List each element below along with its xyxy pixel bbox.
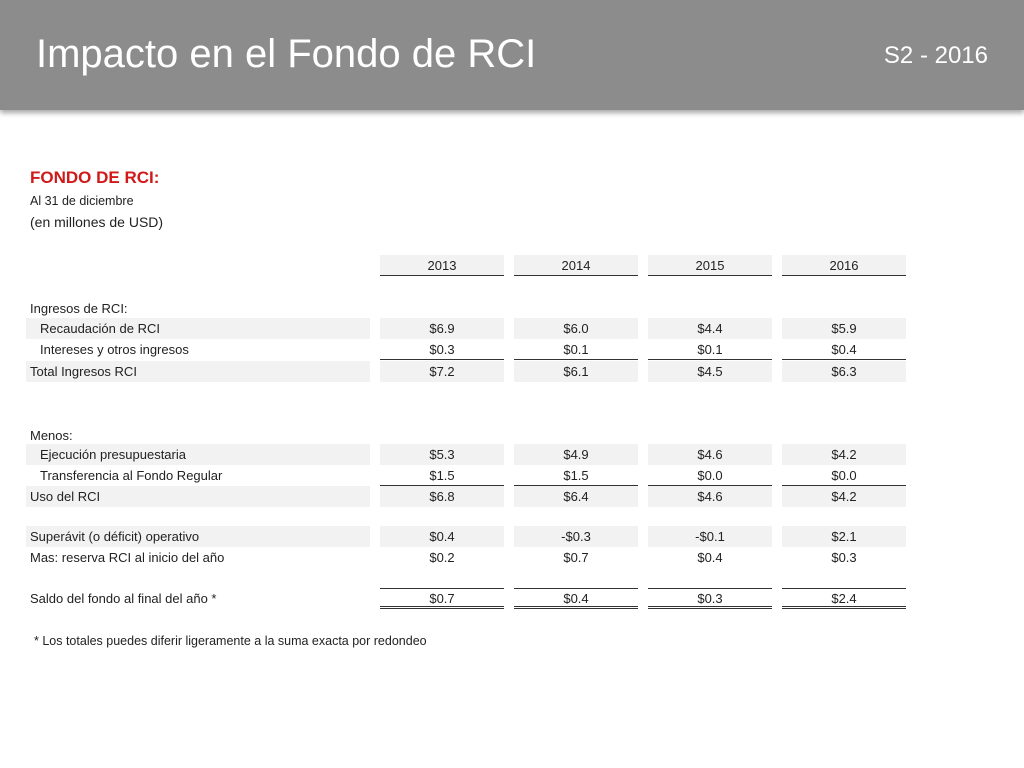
row-label: Superávit (o déficit) operativo — [26, 526, 370, 547]
table-cell: $4.2 — [782, 444, 906, 465]
table-cell: $4.9 — [514, 444, 638, 465]
year-header: 2015 — [648, 255, 772, 276]
table-cell: $0.1 — [514, 339, 638, 360]
table-cell: $1.5 — [380, 465, 504, 486]
table-cell: $0.2 — [429, 550, 455, 565]
table-cell: $6.1 — [514, 361, 638, 382]
table-cell: $1.5 — [514, 465, 638, 486]
table-cell: $0.4 — [697, 550, 723, 565]
table-cell: $4.5 — [648, 361, 772, 382]
table-cell: $4.6 — [648, 444, 772, 465]
table-cell: $4.4 — [648, 318, 772, 339]
table-cell: -$0.3 — [514, 526, 638, 547]
footnote: * Los totales puedes diferir ligeramente a la suma exacta por redondeo — [34, 634, 427, 648]
row-label: Menos: — [30, 428, 73, 443]
table-cell: $0.7 — [380, 588, 504, 609]
row-label: Transferencia al Fondo Regular — [40, 468, 223, 483]
table-cell: $0.0 — [782, 465, 906, 486]
row-label: Total Ingresos RCI — [26, 361, 370, 382]
row-label: Recaudación de RCI — [26, 318, 370, 339]
table-cell: $2.1 — [782, 526, 906, 547]
table-cell: $0.3 — [831, 550, 857, 565]
table-cell: $7.2 — [380, 361, 504, 382]
section-title: FONDO DE RCI: — [30, 168, 160, 187]
table-cell: $0.4 — [782, 339, 906, 360]
table-cell: $6.0 — [514, 318, 638, 339]
slide-title: Impacto en el Fondo de RCI — [36, 32, 537, 76]
table-cell: $6.4 — [514, 486, 638, 507]
table-cell: $4.6 — [648, 486, 772, 507]
table-cell: $0.4 — [514, 588, 638, 609]
table-cell: $5.3 — [380, 444, 504, 465]
table-cell: $2.4 — [782, 588, 906, 609]
period-badge: S2 - 2016 — [883, 42, 988, 69]
row-label: Mas: reserva RCI al inicio del año — [30, 550, 225, 565]
table-cell: $4.2 — [782, 486, 906, 507]
row-label: Ejecución presupuestaria — [26, 444, 370, 465]
units-subtitle: (en millones de USD) — [30, 214, 164, 230]
table-cell: $0.3 — [648, 588, 772, 609]
table-cell: $0.7 — [563, 550, 589, 565]
slide-header — [0, 0, 1024, 110]
row-label: Saldo del fondo al final del año * — [30, 591, 217, 606]
table-cell: $6.9 — [380, 318, 504, 339]
year-header: 2016 — [782, 255, 906, 276]
year-header: 2013 — [380, 255, 504, 276]
table-cell: $0.1 — [648, 339, 772, 360]
table-cell: $0.3 — [380, 339, 504, 360]
table-cell: $6.3 — [782, 361, 906, 382]
table-cell: $6.8 — [380, 486, 504, 507]
table-cell: $5.9 — [782, 318, 906, 339]
year-header: 2014 — [514, 255, 638, 276]
row-label: Intereses y otros ingresos — [40, 342, 189, 357]
date-subtitle: Al 31 de diciembre — [30, 194, 134, 208]
table-cell: $0.0 — [648, 465, 772, 486]
table-cell: $0.4 — [380, 526, 504, 547]
row-label: Ingresos de RCI: — [30, 301, 128, 316]
row-label: Uso del RCI — [26, 486, 370, 507]
table-cell: -$0.1 — [648, 526, 772, 547]
